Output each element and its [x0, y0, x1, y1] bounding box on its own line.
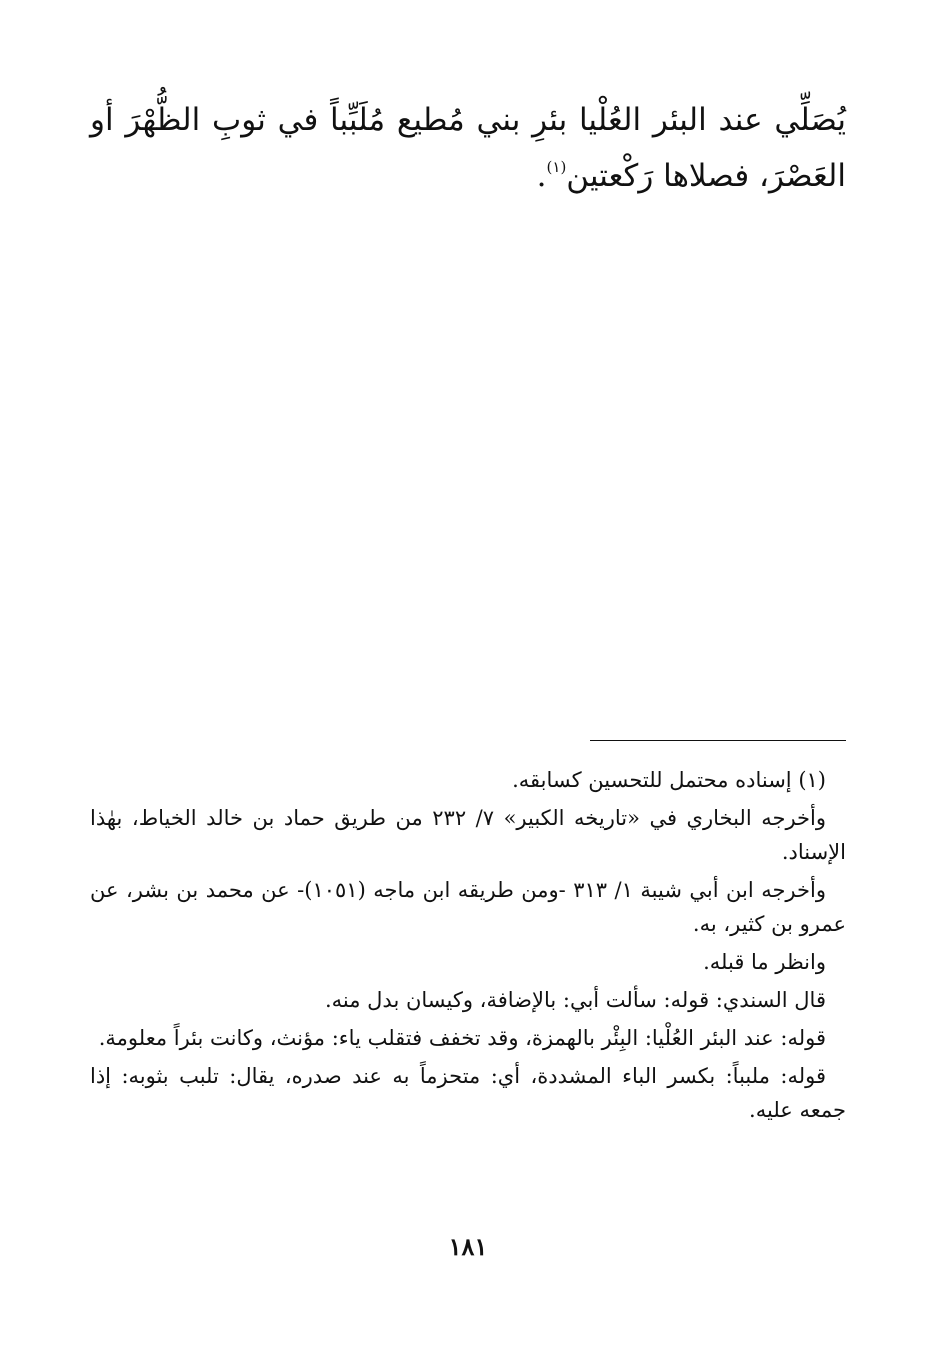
main-paragraph	[90, 92, 846, 204]
footnote-separator	[590, 740, 846, 741]
main-text	[90, 92, 846, 204]
footnote-line: وأخرجه ابن أبي شيبة ١/ ٣١٣ -ومن طريقه ابن ماجه (١٠٥١)- عن محمد بن بشر، عن عمرو بن كثير، به.	[90, 878, 846, 936]
footnote-line: (١) إسناده محتمل للتحسين كسابقه.	[512, 768, 826, 792]
footnote-line: قال السندي: قوله: سألت أبي: بالإضافة، وكيسان بدل منه.	[324, 988, 826, 1012]
footnote-line: وانظر ما قبله.	[703, 950, 826, 974]
main-paragraph-text: يُصَلِّي عند البئر العُلْيا بئرِ بني مُطيع مُلَبِّباً في ثوبِ الظُّهْرَ أو العَصْرَ، فصلاها رَكْعتين	[90, 102, 846, 194]
footnote-line: قوله: ملبباً: بكسر الباء المشددة، أي: متحزماً به عند صدره، يقال: تلبب بثوبه: إذا جمعه عليه.	[90, 1064, 846, 1122]
footnote-line: قوله: عند البئر العُلْيا: البِئْر بالهمزة، وقد تخفف فتقلب ياء: مؤنث، وكانت بئراً معلومة.	[98, 1026, 826, 1050]
main-paragraph-end: .	[536, 158, 547, 194]
footnotes	[90, 763, 846, 1131]
footnote-line: وأخرجه البخاري في «تاريخه الكبير» ٧/ ٢٣٢ من طريق حماد بن خالد الخياط، بهٰذا الإسناد.	[90, 806, 846, 864]
page-number: ١٨١	[448, 1232, 488, 1261]
footnote-reference: (١)	[546, 158, 567, 176]
